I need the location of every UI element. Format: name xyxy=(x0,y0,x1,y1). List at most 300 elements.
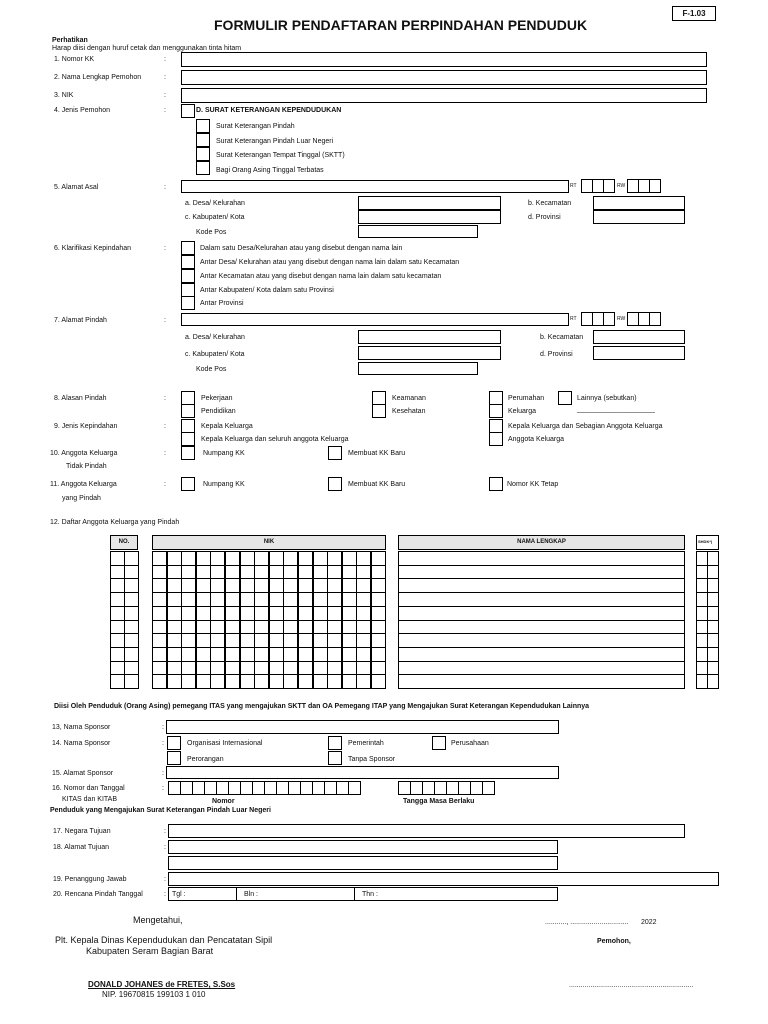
penanggung-jawab-input[interactable] xyxy=(168,872,719,886)
label-kecamatan: b. Kecamatan xyxy=(540,334,584,341)
checkbox-anggota[interactable] xyxy=(489,432,503,446)
label-nik: 3. NIK xyxy=(54,92,74,99)
label-nama-pemohon: 2. Nama Lengkap Pemohon xyxy=(54,74,142,81)
table-cell-nama[interactable] xyxy=(398,592,685,607)
lainnya-line: ____________________ xyxy=(577,406,655,413)
checkbox-sk-pindah-ln[interactable] xyxy=(196,133,210,147)
kitas-digit[interactable] xyxy=(348,781,361,795)
table-header-shdk: SHDK*) xyxy=(696,535,719,550)
table-cell-nik[interactable] xyxy=(225,606,240,621)
provinsi-input[interactable] xyxy=(593,346,685,360)
table-cell-nik[interactable] xyxy=(356,674,371,689)
table-cell-nik[interactable] xyxy=(356,578,371,593)
table-cell-nik[interactable] xyxy=(327,606,342,621)
option-numpang-kk: Numpang KK xyxy=(203,450,245,457)
table-cell-no[interactable] xyxy=(124,551,139,566)
label-tgl: Tgl : xyxy=(172,891,186,898)
table-cell-nik[interactable] xyxy=(210,606,225,621)
table-cell-nik[interactable] xyxy=(254,578,269,593)
table-cell-nik[interactable] xyxy=(152,551,167,566)
table-cell-nik[interactable] xyxy=(298,647,313,662)
table-cell-nik[interactable] xyxy=(327,633,342,648)
label-kabupaten: c. Kabupaten/ Kota xyxy=(185,351,245,358)
colon: : xyxy=(164,876,166,883)
colon: : xyxy=(164,317,166,324)
table-cell-nik[interactable] xyxy=(269,647,284,662)
table-cell-nik[interactable] xyxy=(181,551,196,566)
table-cell-nik[interactable] xyxy=(298,674,313,689)
table-cell-nik[interactable] xyxy=(269,578,284,593)
table-cell-nama[interactable] xyxy=(398,633,685,648)
table-cell-nik[interactable] xyxy=(196,633,211,648)
table-cell-nik[interactable] xyxy=(240,606,255,621)
pemohon-label: Pemohon, xyxy=(597,938,631,945)
label-kabupaten: c. Kabupaten/ Kota xyxy=(185,214,245,221)
alamat-sponsor-input[interactable] xyxy=(166,766,559,779)
label-rencana-pindah: 20. Rencana Pindah Tanggal xyxy=(53,891,143,898)
option-keamanan: Keamanan xyxy=(392,395,426,402)
table-cell-nik[interactable] xyxy=(167,551,182,566)
checkbox-klarifikasi-4[interactable] xyxy=(181,283,195,297)
divider xyxy=(354,887,355,901)
checkbox-kk[interactable] xyxy=(181,419,195,433)
date-dots: ..........., .............................. xyxy=(545,919,629,926)
form-code: F-1.03 xyxy=(682,9,706,18)
table-header-nik: NIK xyxy=(152,535,386,550)
table-cell-shdk[interactable] xyxy=(707,551,719,566)
table-cell-nik[interactable] xyxy=(240,674,255,689)
rw-label: RW xyxy=(617,316,626,322)
colon: : xyxy=(164,245,166,252)
table-cell-nik[interactable] xyxy=(240,647,255,662)
label-bln: Bln : xyxy=(244,891,259,898)
alamat-pindah-input[interactable] xyxy=(181,313,569,326)
alamat-tujuan-input-2[interactable] xyxy=(168,856,558,870)
label-alamat-pindah: 7. Alamat Pindah xyxy=(54,317,107,324)
table-cell-nik[interactable] xyxy=(283,606,298,621)
table-cell-nik[interactable] xyxy=(356,647,371,662)
option-pekerjaan: Pekerjaan xyxy=(201,395,233,402)
label-negara-tujuan: 17. Negara Tujuan xyxy=(53,828,111,835)
label-nomor: Nomor xyxy=(212,798,235,805)
table-cell-nik[interactable] xyxy=(152,647,167,662)
table-cell-nik[interactable] xyxy=(152,606,167,621)
table-cell-no[interactable] xyxy=(124,647,139,662)
table-cell-nik[interactable] xyxy=(225,578,240,593)
option-numpang-kk: Numpang KK xyxy=(203,481,245,488)
table-cell-nik[interactable] xyxy=(269,674,284,689)
table-cell-no[interactable] xyxy=(124,674,139,689)
divider xyxy=(236,887,237,901)
table-cell-nik[interactable] xyxy=(152,578,167,593)
table-cell-nik[interactable] xyxy=(269,606,284,621)
table-cell-shdk[interactable] xyxy=(707,606,719,621)
option-klarifikasi-3: Antar Kecamatan atau yang disebut dengan nama lain dalam satu kecamatan xyxy=(200,273,442,280)
table-cell-shdk[interactable] xyxy=(707,633,719,648)
checkbox-pekerjaan[interactable] xyxy=(181,391,195,405)
checkbox-orang-asing[interactable] xyxy=(196,161,210,175)
table-cell-no[interactable] xyxy=(124,606,139,621)
checkbox-numpang-kk[interactable] xyxy=(181,446,195,460)
table-cell-nik[interactable] xyxy=(313,606,328,621)
option-perorangan: Perorangan xyxy=(187,756,224,763)
table-cell-nik[interactable] xyxy=(240,592,255,607)
checkbox-organisasi[interactable] xyxy=(167,736,181,750)
label-jenis-pemohon: 4. Jenis Pemohon xyxy=(54,107,111,114)
table-cell-nik[interactable] xyxy=(152,592,167,607)
table-cell-nik[interactable] xyxy=(210,551,225,566)
table-cell-nik[interactable] xyxy=(181,578,196,593)
checkbox-klarifikasi-3[interactable] xyxy=(181,269,195,283)
colon: : xyxy=(164,107,166,114)
table-cell-shdk[interactable] xyxy=(707,674,719,689)
colon: : xyxy=(164,423,166,430)
table-cell-nik[interactable] xyxy=(167,606,182,621)
table-cell-nik[interactable] xyxy=(342,592,357,607)
table-cell-nik[interactable] xyxy=(254,551,269,566)
checkbox-keamanan[interactable] xyxy=(372,391,386,405)
table-cell-shdk[interactable] xyxy=(707,647,719,662)
label-nomor-kk: 1. Nomor KK xyxy=(54,56,95,63)
table-cell-nik[interactable] xyxy=(371,647,386,662)
rw-label: RW xyxy=(617,183,626,189)
nama-pemohon-input[interactable] xyxy=(181,70,707,85)
colon: : xyxy=(162,770,164,777)
table-cell-nik[interactable] xyxy=(313,551,328,566)
table-cell-nik[interactable] xyxy=(283,551,298,566)
table-cell-nik[interactable] xyxy=(342,606,357,621)
mengetahui: Mengetahui, xyxy=(133,915,183,925)
table-cell-nik[interactable] xyxy=(225,674,240,689)
table-cell-nik[interactable] xyxy=(254,633,269,648)
option-kk-sebagian: Kepala Keluarga dan Sebagian Anggota Keluarga xyxy=(508,423,663,430)
table-cell-nama[interactable] xyxy=(398,578,685,593)
table-cell-nik[interactable] xyxy=(181,647,196,662)
table-cell-nik[interactable] xyxy=(152,674,167,689)
checkbox-perusahaan[interactable] xyxy=(432,736,446,750)
table-cell-nik[interactable] xyxy=(196,578,211,593)
table-cell-nik[interactable] xyxy=(356,606,371,621)
table-cell-nik[interactable] xyxy=(240,633,255,648)
option-anggota: Anggota Keluarga xyxy=(508,436,565,443)
table-cell-nik[interactable] xyxy=(254,606,269,621)
option-sk-pindah-ln: Surat Keterangan Pindah Luar Negeri xyxy=(216,138,334,145)
table-cell-no[interactable] xyxy=(110,647,125,662)
table-cell-nik[interactable] xyxy=(371,674,386,689)
table-cell-nik[interactable] xyxy=(196,647,211,662)
table-cell-nik[interactable] xyxy=(167,674,182,689)
table-cell-nik[interactable] xyxy=(210,592,225,607)
colon: : xyxy=(164,844,166,851)
table-cell-nik[interactable] xyxy=(181,633,196,648)
table-cell-nik[interactable] xyxy=(196,674,211,689)
label-provinsi: d. Provinsi xyxy=(528,214,561,221)
table-cell-nik[interactable] xyxy=(371,551,386,566)
table-cell-nik[interactable] xyxy=(313,578,328,593)
option-lainnya: Lainnya (sebutkan) xyxy=(577,395,637,402)
table-cell-nik[interactable] xyxy=(225,551,240,566)
checkbox-perumahan[interactable] xyxy=(489,391,503,405)
table-cell-nik[interactable] xyxy=(181,592,196,607)
table-cell-nik[interactable] xyxy=(167,578,182,593)
table-cell-nik[interactable] xyxy=(298,592,313,607)
official-title-1: Plt. Kepala Dinas Kependudukan dan Pencatatan Sipil xyxy=(55,935,273,945)
rw-digit[interactable] xyxy=(649,179,661,193)
table-cell-nik[interactable] xyxy=(167,633,182,648)
label-jenis-kepindahan: 9. Jenis Kepindahan xyxy=(54,423,118,430)
table-cell-nik[interactable] xyxy=(356,633,371,648)
kecamatan-input[interactable] xyxy=(593,330,685,344)
table-cell-nama[interactable] xyxy=(398,674,685,689)
checkbox-membuat-kk[interactable] xyxy=(328,446,342,460)
rt-digit[interactable] xyxy=(603,179,615,193)
table-cell-nik[interactable] xyxy=(254,592,269,607)
desa-input[interactable] xyxy=(358,196,501,210)
checkbox-kk-tetap[interactable] xyxy=(489,477,503,491)
sponsor-heading: Diisi Oleh Penduduk (Orang Asing) pemegang ITAS yang mengajukan SKTT dan OA Pemegang ITAP yang Mengajukan Surat Keterangan Kependudukan Lainnya xyxy=(54,703,590,710)
table-cell-nik[interactable] xyxy=(254,647,269,662)
table-cell-no[interactable] xyxy=(124,633,139,648)
label-klarifikasi: 6. Klarifikasi Kepindahan xyxy=(54,245,132,252)
table-cell-nik[interactable] xyxy=(371,606,386,621)
label-nama-sponsor-13: 13, Nama Sponsor xyxy=(52,724,111,731)
table-cell-nik[interactable] xyxy=(342,647,357,662)
checkbox-d-surat[interactable] xyxy=(181,104,195,118)
checkbox-kesehatan[interactable] xyxy=(372,404,386,418)
table-cell-nik[interactable] xyxy=(283,592,298,607)
checkbox-pemerintah[interactable] xyxy=(328,736,342,750)
option-pemerintah: Pemerintah xyxy=(348,740,384,747)
colon: : xyxy=(164,481,166,488)
option-perusahaan: Perusahaan xyxy=(451,740,489,747)
table-cell-nik[interactable] xyxy=(313,633,328,648)
table-cell-nik[interactable] xyxy=(342,551,357,566)
table-cell-nik[interactable] xyxy=(240,551,255,566)
table-cell-nik[interactable] xyxy=(152,633,167,648)
kode-pos-input[interactable] xyxy=(358,225,478,238)
label-anggota-pindah: 11. Anggota Keluarga xyxy=(50,481,117,488)
label-kitas-2: KITAS dan KITAB xyxy=(62,796,117,803)
option-klarifikasi-4: Antar Kabupaten/ Kota dalam satu Provinsi xyxy=(200,287,334,294)
table-cell-nik[interactable] xyxy=(254,674,269,689)
table-cell-no[interactable] xyxy=(110,592,125,607)
form-code-box xyxy=(672,6,716,21)
label-anggota-tidak-pindah: 10. Anggota Keluarga xyxy=(50,450,118,457)
rt-digit[interactable] xyxy=(603,312,615,326)
checkbox-pendidikan[interactable] xyxy=(181,404,195,418)
nama-sponsor-input[interactable] xyxy=(166,720,559,734)
checkbox-membuat-kk[interactable] xyxy=(328,477,342,491)
table-cell-nik[interactable] xyxy=(327,592,342,607)
year: 2022 xyxy=(641,919,657,926)
checkbox-klarifikasi-5[interactable] xyxy=(181,296,195,310)
table-cell-nik[interactable] xyxy=(240,578,255,593)
table-cell-nik[interactable] xyxy=(181,606,196,621)
option-perumahan: Perumahan xyxy=(508,395,545,402)
alamat-tujuan-input-1[interactable] xyxy=(168,840,558,854)
table-cell-nama[interactable] xyxy=(398,647,685,662)
option-sk-pindah: Surat Keterangan Pindah xyxy=(216,123,295,130)
alamat-asal-input[interactable] xyxy=(181,180,569,193)
provinsi-input[interactable] xyxy=(593,210,685,224)
label-yang-pindah: yang Pindah xyxy=(62,495,101,502)
table-cell-nik[interactable] xyxy=(371,578,386,593)
table-cell-nik[interactable] xyxy=(167,592,182,607)
table-cell-nik[interactable] xyxy=(298,578,313,593)
table-cell-nik[interactable] xyxy=(269,551,284,566)
table-cell-no[interactable] xyxy=(124,578,139,593)
rt-label: RT xyxy=(570,183,577,189)
colon: : xyxy=(164,450,166,457)
checkbox-kk-seluruh[interactable] xyxy=(181,432,195,446)
table-cell-nik[interactable] xyxy=(225,592,240,607)
colon: : xyxy=(162,740,164,747)
official-name: DONALD JOHANES de FRETES, S.Sos xyxy=(88,980,236,989)
colon: : xyxy=(164,891,166,898)
table-cell-nik[interactable] xyxy=(196,606,211,621)
checkbox-perorangan[interactable] xyxy=(167,751,181,765)
rt-label: RT xyxy=(570,316,577,322)
checkbox-tanpa-sponsor[interactable] xyxy=(328,751,342,765)
table-cell-nik[interactable] xyxy=(181,674,196,689)
label-kode-pos: Kode Pos xyxy=(196,366,227,373)
option-kk-seluruh: Kepala Keluarga dan seluruh anggota Keluarga xyxy=(201,436,349,443)
label-alasan-pindah: 8. Alasan Pindah xyxy=(54,395,107,402)
table-cell-nik[interactable] xyxy=(210,633,225,648)
luar-negeri-heading: Penduduk yang Mengajukan Surat Keterangan Pindah Luar Negeri xyxy=(50,807,271,814)
masa-berlaku-digit[interactable] xyxy=(482,781,495,795)
checkbox-keluarga[interactable] xyxy=(489,404,503,418)
checkbox-numpang-kk[interactable] xyxy=(181,477,195,491)
jenis-pemohon-header: D. SURAT KETERANGAN KEPENDUDUKAN xyxy=(196,107,342,114)
table-cell-nik[interactable] xyxy=(298,551,313,566)
table-cell-nik[interactable] xyxy=(342,674,357,689)
checkbox-klarifikasi-1[interactable] xyxy=(181,241,195,255)
option-orang-asing: Bagi Orang Asing Tinggal Terbatas xyxy=(216,167,324,174)
colon: : xyxy=(162,724,164,731)
table-cell-nik[interactable] xyxy=(196,592,211,607)
table-cell-nik[interactable] xyxy=(196,551,211,566)
table-cell-nik[interactable] xyxy=(371,592,386,607)
table-cell-nik[interactable] xyxy=(210,674,225,689)
table-cell-no[interactable] xyxy=(110,606,125,621)
table-cell-nik[interactable] xyxy=(327,578,342,593)
kabupaten-input[interactable] xyxy=(358,346,501,360)
colon: : xyxy=(164,74,166,81)
table-cell-shdk[interactable] xyxy=(707,578,719,593)
table-cell-nik[interactable] xyxy=(283,647,298,662)
pemohon-signature-line: ................................................................ xyxy=(569,982,694,989)
colon: : xyxy=(164,56,166,63)
table-cell-no[interactable] xyxy=(110,674,125,689)
nomor-kk-input[interactable] xyxy=(181,52,707,67)
table-header-no: NO. xyxy=(110,535,138,550)
label-thn: Thn : xyxy=(362,891,378,898)
option-membuat-kk: Membuat KK Baru xyxy=(348,481,406,488)
table-cell-nama[interactable] xyxy=(398,606,685,621)
checkbox-sktt[interactable] xyxy=(196,147,210,161)
label-penanggung-jawab: 19. Penanggung Jawab xyxy=(53,876,127,883)
nik-input[interactable] xyxy=(181,88,707,103)
table-cell-nik[interactable] xyxy=(283,633,298,648)
colon: : xyxy=(162,785,164,792)
kabupaten-input[interactable] xyxy=(358,210,501,224)
option-tanpa-sponsor: Tanpa Sponsor xyxy=(348,756,396,763)
table-cell-nama[interactable] xyxy=(398,551,685,566)
table-cell-nik[interactable] xyxy=(298,633,313,648)
label-alamat-tujuan: 18. Alamat Tujuan xyxy=(53,844,110,851)
kecamatan-input[interactable] xyxy=(593,196,685,210)
table-cell-shdk[interactable] xyxy=(707,592,719,607)
table-cell-nik[interactable] xyxy=(327,551,342,566)
table-cell-nik[interactable] xyxy=(210,578,225,593)
table-cell-no[interactable] xyxy=(110,633,125,648)
colon: : xyxy=(164,92,166,99)
table-cell-nik[interactable] xyxy=(283,578,298,593)
rw-digit[interactable] xyxy=(649,312,661,326)
option-kesehatan: Kesehatan xyxy=(392,408,426,415)
checkbox-klarifikasi-2[interactable] xyxy=(181,255,195,269)
table-cell-no[interactable] xyxy=(110,578,125,593)
checkbox-sk-pindah[interactable] xyxy=(196,119,210,133)
table-cell-nik[interactable] xyxy=(298,606,313,621)
option-klarifikasi-2: Antar Desa/ Kelurahan atau yang disebut dengan nama lain dalam satu Kecamatan xyxy=(200,259,460,266)
option-keluarga: Keluarga xyxy=(508,408,537,415)
label-desa: a. Desa/ Kelurahan xyxy=(185,334,245,341)
label-alamat-sponsor: 15. Alamat Sponsor xyxy=(52,770,114,777)
checkbox-kk-sebagian[interactable] xyxy=(489,419,503,433)
option-kk-tetap: Nomor KK Tetap xyxy=(507,481,559,488)
table-cell-nik[interactable] xyxy=(356,551,371,566)
table-cell-nik[interactable] xyxy=(167,647,182,662)
table-cell-nik[interactable] xyxy=(313,674,328,689)
table-cell-nik[interactable] xyxy=(371,633,386,648)
table-cell-no[interactable] xyxy=(110,551,125,566)
note-title: Perhatikan xyxy=(52,37,88,44)
official-nip: NIP. 19670815 199103 1 010 xyxy=(102,990,206,999)
table-cell-nik[interactable] xyxy=(356,592,371,607)
table-header-nama: NAMA LENGKAP xyxy=(398,535,685,550)
table-cell-nik[interactable] xyxy=(269,592,284,607)
label-masa-berlaku: Tangga Masa Berlaku xyxy=(403,798,475,805)
negara-tujuan-input[interactable] xyxy=(168,824,685,838)
table-cell-nik[interactable] xyxy=(225,633,240,648)
table-cell-nik[interactable] xyxy=(210,647,225,662)
label-alamat-asal: 5. Alamat Asal xyxy=(54,184,99,191)
official-title-2: Kabupaten Seram Bagian Barat xyxy=(86,946,214,956)
table-cell-nik[interactable] xyxy=(327,647,342,662)
table-cell-nik[interactable] xyxy=(313,592,328,607)
checkbox-lainnya[interactable] xyxy=(558,391,572,405)
kode-pos-input[interactable] xyxy=(358,362,478,375)
table-cell-nik[interactable] xyxy=(342,578,357,593)
table-cell-nik[interactable] xyxy=(342,633,357,648)
option-pendidikan: Pendidikan xyxy=(201,408,236,415)
form-title: FORMULIR PENDAFTARAN PERPINDAHAN PENDUDUK xyxy=(214,17,588,33)
option-klarifikasi-1: Dalam satu Desa/Kelurahan atau yang disebut dengan nama lain xyxy=(200,245,403,252)
colon: : xyxy=(164,184,166,191)
label-nama-sponsor-14: 14. Nama Sponsor xyxy=(52,740,111,747)
label-provinsi: d. Provinsi xyxy=(540,351,573,358)
table-cell-nik[interactable] xyxy=(225,647,240,662)
table-cell-nik[interactable] xyxy=(327,674,342,689)
desa-input[interactable] xyxy=(358,330,501,344)
table-cell-nik[interactable] xyxy=(313,647,328,662)
label-kode-pos: Kode Pos xyxy=(196,229,227,236)
table-cell-nik[interactable] xyxy=(283,674,298,689)
table-cell-nik[interactable] xyxy=(269,633,284,648)
table-cell-no[interactable] xyxy=(124,592,139,607)
